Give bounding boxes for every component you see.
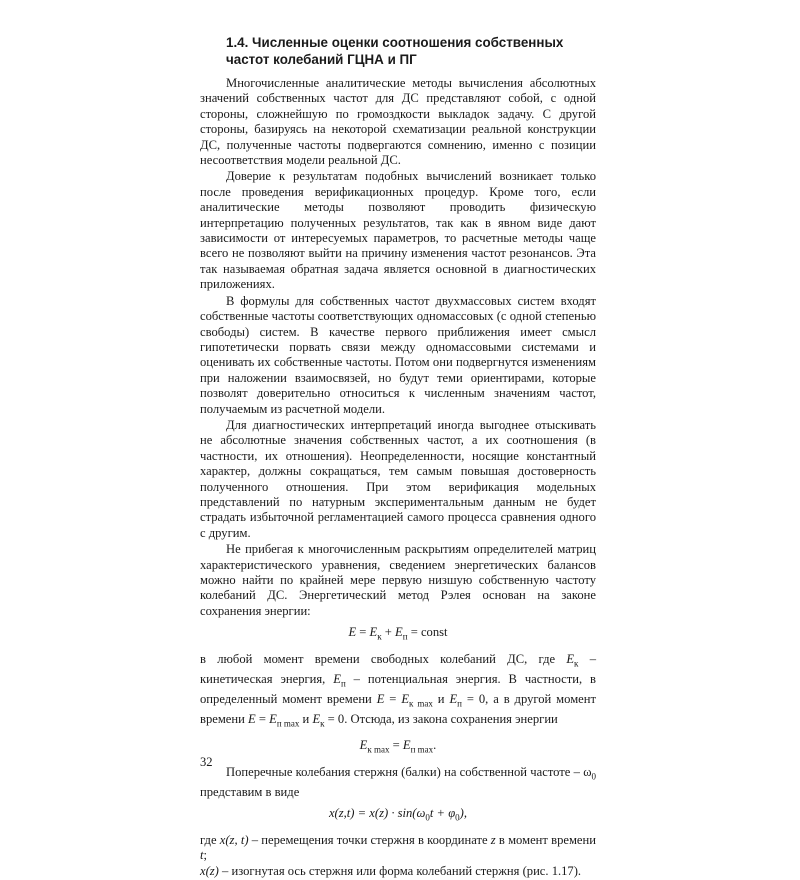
paragraph-3: В формулы для собственных частот двухмассовых систем входят собственные частоты соответствующих одномассовых (с одной степенью свободы) систем. В качестве первого приближения имеет смысл гипотетически порвать связи между одномассовыми системами и оценивать их собственные частоты. Потом они подвергнутся изменениям при наложении взаимосвязей, но будут теми ориентирами, которые позволят доверительно относиться к численным значениям частот, получаемым из расчетной модели. xyxy=(200,293,596,416)
paragraph-4: Для диагностических интерпретаций иногда выгоднее отыскивать не абсолютные значения собственных частот, а их соотношения (в частности, их отношения). Неопределенности, носящие константный характер, должны сокращаться, тем самым повышая достоверность полученного отношения. При этом верификация модельных представлений по натурным экспериментальным данным не будет страдать избыточной регламентацией самого процесса сравнения одного с другим. xyxy=(200,417,596,540)
section-heading: 1.4. Численные оценки соотношения собственных частот колебаний ГЦНА и ПГ xyxy=(226,35,564,67)
max-energy-equality-formula: $E_{к max} = E_{п max}$. xyxy=(359,737,437,755)
paragraph-2: Доверие к результатам подобных вычислений возникает только после проведения верификационных процедур. Кроме того, если аналитические методы позволяют проводить физическую интерпретацию полученных результатов, так как в явном виде дают зависимости от интересуемых параметров, то расчетные методы чаще всего не позволяют выйти на причину изменения частот резонансов. Эта так называемая обратная задача является основной в диагностических приложениях. xyxy=(200,169,596,292)
paragraph-definitions: где x(z, t) – перемещения точки стержня в координате z в момент времени t; x(z) – изогнутая ось стержня или форма колебаний стержня (рис. 1.17). xyxy=(200,833,597,878)
page-content xyxy=(200,34,596,880)
paragraph-5: Не прибегая к многочисленным раскрытиям определителей матриц характеристического уравнения, сведением энергетических балансов можно найти по крайней мере первую низшую собственную частоту колебаний ДС. Энергетический метод Рэлея основан на законе сохранения энергии: xyxy=(200,542,596,618)
page-number: 32 xyxy=(200,755,213,769)
beam-displacement-formula: $x(z,t) = x(z) \cdot \sin(\omega_0t + \varphi_0)$, xyxy=(328,806,468,823)
paragraph-1: Многочисленные аналитические методы вычисления абсолютных значений собственных частот для ДС представляют собой, с одной стороны, сложнейшую по громоздкости выкладок задачу. С другой стороны, базируясь на некоторой схематизации реальной конструкции ДС, полученные частоты подвергаются сомнению, именно с позиции несоответствия модели реальной ДС. xyxy=(200,76,596,168)
paragraph-beam-oscillation: Поперечные колебания стержня (балки) на собственной частоте – $\omega_0$ представим в виде xyxy=(200,764,596,799)
paragraph-energy-explanation: в любой момент времени свободных колебаний ДС, где $E_к$ – кинетическая энергия, $E_п$ – потенциальная энергия. В частности, в определенный момент времени $E = E_{к max}$ и $E_п = 0$, а в другой момент времени $E = E_{п max}$ и $E_к = 0$. Отсюда, из закона сохранения энергии xyxy=(200,652,596,729)
energy-conservation-formula: $E = E_к + E_п$ = const xyxy=(348,625,448,642)
